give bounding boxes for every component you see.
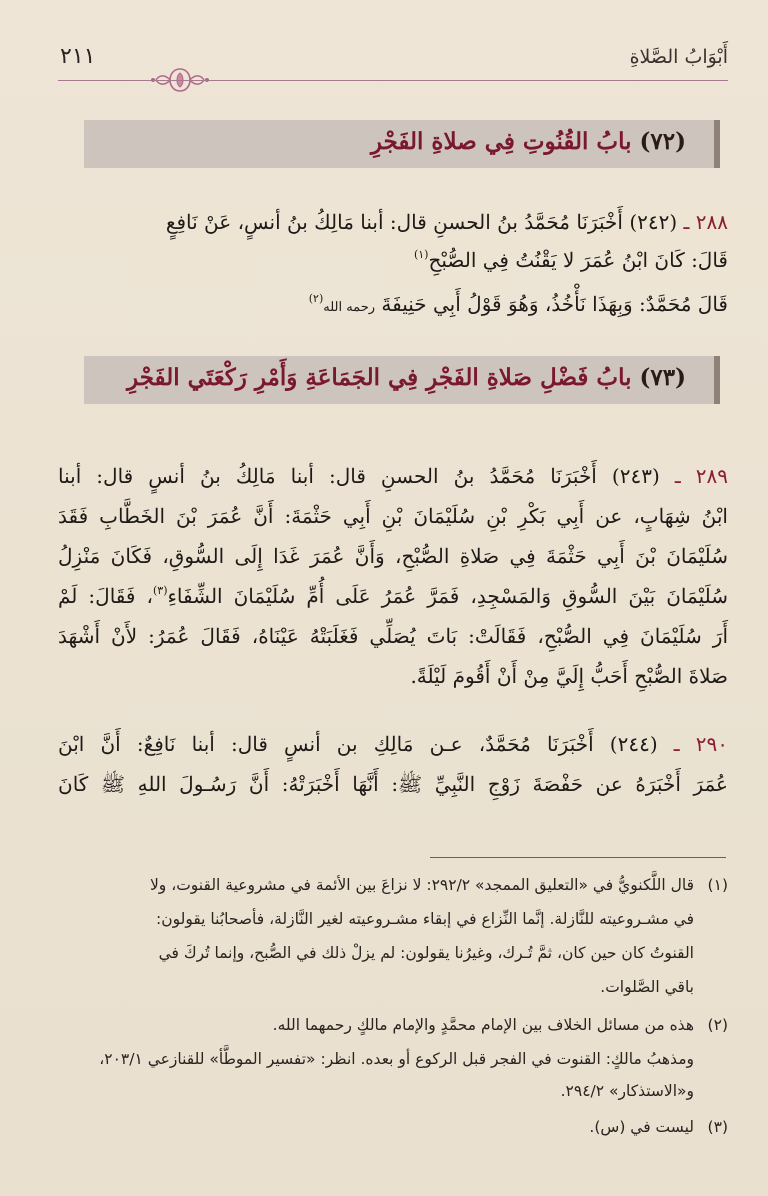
footnote-3-text-1: ليست في (س). (589, 1118, 694, 1136)
chapter-72-title (371, 128, 686, 155)
hadith-288-number: ٢٨٨ ـ (683, 210, 728, 234)
footnote-1-number: (١) (707, 876, 728, 894)
chapter-73-title-text: بابُ فَضْلِ صَلاةِ الفَجْرِ فِي الجَمَاعَةِ وَأَمْرِ رَكْعَتَي الفَجْرِ (127, 364, 632, 391)
hadith-288-text-3: قَالَ مُحَمَّدٌ: وَبِهَذَا نَأْخُذُ، وَهُوَ قَوْلُ أَبِي حَنِيفَةَ (381, 292, 728, 316)
footnote-separator (430, 857, 726, 858)
chapter-72-title-text: بابُ القُنُوتِ فِي صلاةِ الفَجْرِ (370, 128, 632, 155)
footnote-1-line-1 (150, 870, 728, 900)
hadith-288-line-1 (166, 204, 728, 240)
hadith-289-text-1: (٢٤٣) أَخْبَرَنَا مُحَمَّدُ بنُ الحسنِ قال: أبنا مَالِكُ بنُ أنسٍ قال: أبنا (58, 464, 660, 488)
hadith-289-line-3 (58, 538, 728, 574)
hadith-289-number: ٢٨٩ ـ (674, 464, 728, 488)
chapter-73-number: (٧٣) (639, 364, 686, 391)
page-header (58, 38, 728, 88)
footnote-1-line-2 (156, 904, 694, 934)
hadith-289-line-5 (58, 618, 728, 654)
chapter-72-heading (84, 120, 720, 168)
hadith-289-text-6: صَلاةَ الصُّبْحِ أَحَبُّ إِلَيَّ مِنْ أَنْ أَقُومَ لَيْلَةً. (410, 664, 728, 688)
footnote-1-line-3 (159, 938, 694, 968)
hadith-288-text-1: (٢٤٢) أَخْبَرَنَا مُحَمَّدُ بنُ الحسنِ قال: أبنا مَالِكُ بنُ أنسٍ، عَنْ نَافِعٍ (165, 210, 678, 234)
footnote-2-line-1 (273, 1010, 728, 1040)
chapter-73-title (127, 364, 686, 391)
footnote-2-line-2 (99, 1044, 694, 1074)
hadith-289-line-4 (58, 578, 728, 618)
footnote-ref-3: (٣) (152, 584, 168, 597)
footnote-2-number: (٢) (707, 1016, 728, 1034)
hadith-290-line-2 (58, 766, 728, 802)
header-rule (58, 80, 728, 81)
hadith-290-text-2: عُمَرَ أَخْبَرَهُ عن حَفْصَةَ زَوْجِ النَّبِيِّ ﷺ: أَنَّهَا أَخْبَرَتْهُ: أَنَّ رَسُـولَ اللهِ ﷺ كَانَ (58, 772, 728, 796)
footnote-1-text-1: قال اللَّكنويُّ في «التعليق الممجد» ٢٩٢/٢: لا نزاعَ بين الأئمة في مشروعية القنوت، ولا (149, 876, 694, 894)
honorific-text: رحمه الله (323, 300, 376, 315)
hadith-289-text-4a: سُلَيْمَانَ بَيْنَ السُّوقِ وَالمَسْجِدِ، فَمَرَّ عُمَرُ عَلَى أُمِّ سُلَيْمَانَ الشِّفَاءِ (167, 584, 728, 608)
running-title: أَبْوَابُ الصَّلاةِ (629, 46, 728, 68)
hadith-289-text-4b: ، فَقَالَ: لَمْ (58, 584, 153, 608)
footnote-2-text-2: ومذهبُ مالكٍ: القنوت في الفجر قبل الركوع أو بعده. انظر: «تفسير الموطَّأ» للقنازعي ٢٠٣/١، (99, 1050, 694, 1068)
footnote-1-text-4: باقي الصَّلوات. (600, 978, 694, 996)
hadith-290-line-1 (58, 726, 728, 762)
hadith-289-line-2 (58, 498, 728, 534)
footnote-ref-2: (٢) (308, 292, 324, 305)
footnote-1-text-2: في مشـروعيته للنَّازلة. إنَّما النِّزاع في إبقاء مشـروعيته لغير النَّازلة، فأصحابُنا يقولون: (156, 910, 694, 928)
footnote-1-text-3: القنوتُ كان حين كان، ثمَّ تُـرك، وغيرُنا يقولون: لم يزلْ ذلك في الصُّبح، وإنما تُركَ في (158, 944, 694, 962)
hadith-290-text-1: (٢٤٤) أَخْبَرَنَا مُحَمَّدٌ، عـن مَالِكِ بن أنسٍ قال: أبنا نَافِعٌ: أَنَّ ابْنَ (58, 732, 658, 756)
footnote-ref-1: (١) (413, 248, 429, 261)
footnote-2-text-1: هذه من مسائل الخلاف بين الإمام محمَّدٍ والإمام مالكٍ رحمهما الله. (272, 1016, 694, 1034)
page-number: ٢١١ (60, 44, 96, 69)
hadith-289-line-1 (58, 458, 728, 494)
hadith-288-line-2 (414, 242, 728, 282)
hadith-289-text-5: أَرَ سُلَيْمَانَ فِي الصُّبْحِ، فَقَالَتْ: بَاتَ يُصَلِّي فَغَلَبَتْهُ عَيْنَاهُ، فَقَالَ عُمَرُ: لأَنْ أَشْهَدَ (58, 624, 728, 648)
footnote-3-number: (٣) (707, 1118, 728, 1136)
footnote-2-text-3: و«الاستذكار» ٢٩٤/٢. (560, 1082, 694, 1100)
footnote-1-line-4 (600, 972, 694, 1002)
hadith-289-text-2: ابْنُ شِهَابٍ، عن أَبِي بَكْرِ بْنِ سُلَيْمَانَ بْنِ أَبِي حَثْمَةَ: أَنَّ عُمَرَ بْنَ الخَطَّابِ فَقَدَ (58, 504, 728, 528)
hadith-289-text-3: سُلَيْمَانَ بْنَ أَبِي حَثْمَةَ فِي صَلاةِ الصُّبْحِ، وَأَنَّ عُمَرَ غَدَا إِلَى السُّوقِ، فَكَانَ مَنْزِلُ (58, 544, 728, 568)
chapter-72-number: (٧٢) (639, 128, 686, 155)
chapter-73-heading (84, 356, 720, 404)
hadith-288-text-2: قَالَ: كَانَ ابْنُ عُمَرَ لا يَقْنُتُ فِي الصُّبْحِ (428, 248, 728, 272)
hadith-288-line-3 (309, 286, 728, 326)
hadith-289-line-6 (410, 658, 728, 694)
footnote-3-line-1 (589, 1112, 728, 1142)
hadith-290-number: ٢٩٠ ـ (673, 732, 729, 756)
footnote-2-line-3 (561, 1076, 694, 1106)
